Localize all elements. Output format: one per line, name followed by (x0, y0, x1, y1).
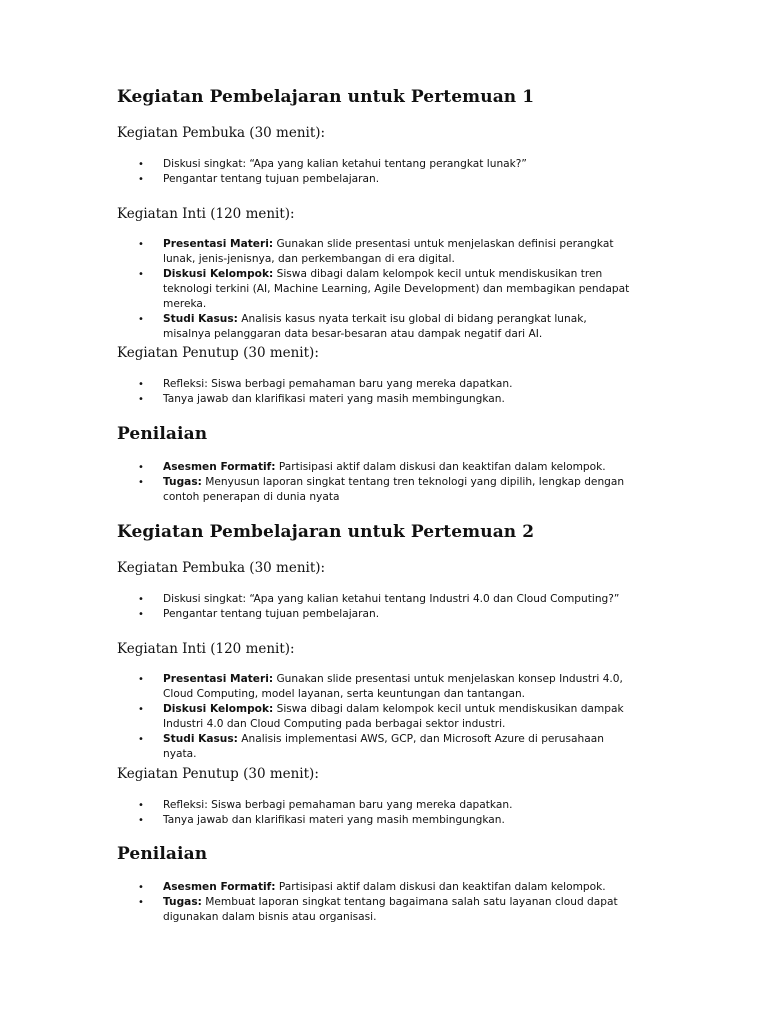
item-label: Presentasi Materi: (163, 238, 274, 250)
item-text: Siswa dibagi dalam kelompok kecil untuk mendiskusikan tren teknologi terkini (AI, Machine Learning, Agile Development) dan membagikan pendapat mereka. (163, 268, 630, 310)
meeting-1-title: Kegiatan Pembelajaran untuk Pertemuan 1 (117, 87, 535, 107)
item-label: Diskusi Kelompok: (163, 268, 274, 280)
item-label: Studi Kasus: (163, 313, 238, 325)
list-item (117, 460, 637, 475)
item-text: Partisipasi aktif dalam diskusi dan keaktifan dalam kelompok. (275, 461, 606, 473)
item-label: Presentasi Materi: (163, 673, 274, 685)
list-item (117, 237, 637, 267)
list-item (117, 895, 637, 925)
item-label: Diskusi Kelompok: (163, 703, 274, 715)
meeting-1-opening-list (117, 157, 637, 187)
list-item (117, 312, 637, 342)
meeting-1-assessment-list (117, 460, 637, 505)
meeting-2-title: Kegiatan Pembelajaran untuk Pertemuan 2 (117, 522, 535, 542)
item-label: Tugas: (163, 896, 202, 908)
list-item: • Pengantar tentang tujuan pembelajaran. (117, 172, 637, 187)
meeting-2-opening-heading: Kegiatan Pembuka (30 menit): (117, 560, 326, 576)
item-text: Gunakan slide presentasi untuk menjelaskan definisi perangkat lunak, jenis-jenisnya, dan perkembangan di era digital. (163, 238, 614, 265)
meeting-1-opening-heading: Kegiatan Pembuka (30 menit): (117, 125, 326, 141)
meeting-2-closing-heading: Kegiatan Penutup (30 menit): (117, 766, 319, 782)
meeting-2-core-list (117, 672, 637, 762)
item-label: Studi Kasus: (163, 733, 238, 745)
meeting-1-core-list (117, 237, 637, 342)
item-text: Membuat laporan singkat tentang bagaimana salah satu layanan cloud dapat digunakan dalam bisnis atau organisasi. (163, 896, 618, 923)
meeting-1-closing-heading: Kegiatan Penutup (30 menit): (117, 345, 319, 361)
item-label: Tugas: (163, 476, 202, 488)
meeting-2-closing-list (117, 798, 637, 828)
list-item (117, 672, 637, 702)
item-text: Gunakan slide presentasi untuk menjelaskan konsep Industri 4.0, Cloud Computing, model layanan, serta keuntungan dan tantangan. (163, 673, 623, 700)
list-item: • Refleksi: Siswa berbagi pemahaman baru yang mereka dapatkan. (117, 377, 637, 392)
list-item (117, 702, 637, 732)
list-item (117, 267, 637, 312)
meeting-1-core-heading: Kegiatan Inti (120 menit): (117, 206, 295, 222)
item-text: Menyusun laporan singkat tentang tren teknologi yang dipilih, lengkap dengan contoh penerapan di dunia nyata (163, 476, 625, 503)
list-item: • Pengantar tentang tujuan pembelajaran. (117, 607, 637, 622)
meeting-1-assessment-heading: Penilaian (117, 424, 208, 444)
meeting-2-assessment-list (117, 880, 637, 925)
item-text: Analisis kasus nyata terkait isu global di bidang perangkat lunak, misalnya pelanggaran data besar-besaran atau dampak negatif dari AI. (163, 313, 587, 340)
list-item: • Diskusi singkat: “Apa yang kalian ketahui tentang Industri 4.0 dan Cloud Computing?” (117, 592, 637, 607)
list-item (117, 732, 637, 762)
list-item: • Tanya jawab dan klarifikasi materi yang masih membingungkan. (117, 392, 637, 407)
meeting-2-assessment-heading: Penilaian (117, 844, 208, 864)
item-text: Analisis implementasi AWS, GCP, dan Microsoft Azure di perusahaan nyata. (163, 733, 604, 760)
list-item: • Tanya jawab dan klarifikasi materi yang masih membingungkan. (117, 813, 637, 828)
item-text: Partisipasi aktif dalam diskusi dan keaktifan dalam kelompok. (275, 881, 606, 893)
list-item: • Refleksi: Siswa berbagi pemahaman baru yang mereka dapatkan. (117, 798, 637, 813)
meeting-2-core-heading: Kegiatan Inti (120 menit): (117, 641, 295, 657)
list-item (117, 880, 637, 895)
list-item: • Diskusi singkat: “Apa yang kalian ketahui tentang perangkat lunak?” (117, 157, 637, 172)
item-label: Asesmen Formatif: (163, 461, 276, 473)
list-item (117, 475, 637, 505)
meeting-1-closing-list (117, 377, 637, 407)
item-label: Asesmen Formatif: (163, 881, 276, 893)
meeting-2-opening-list (117, 592, 637, 622)
item-text: Siswa dibagi dalam kelompok kecil untuk mendiskusikan dampak Industri 4.0 dan Cloud Computing pada berbagai sektor industri. (163, 703, 624, 730)
